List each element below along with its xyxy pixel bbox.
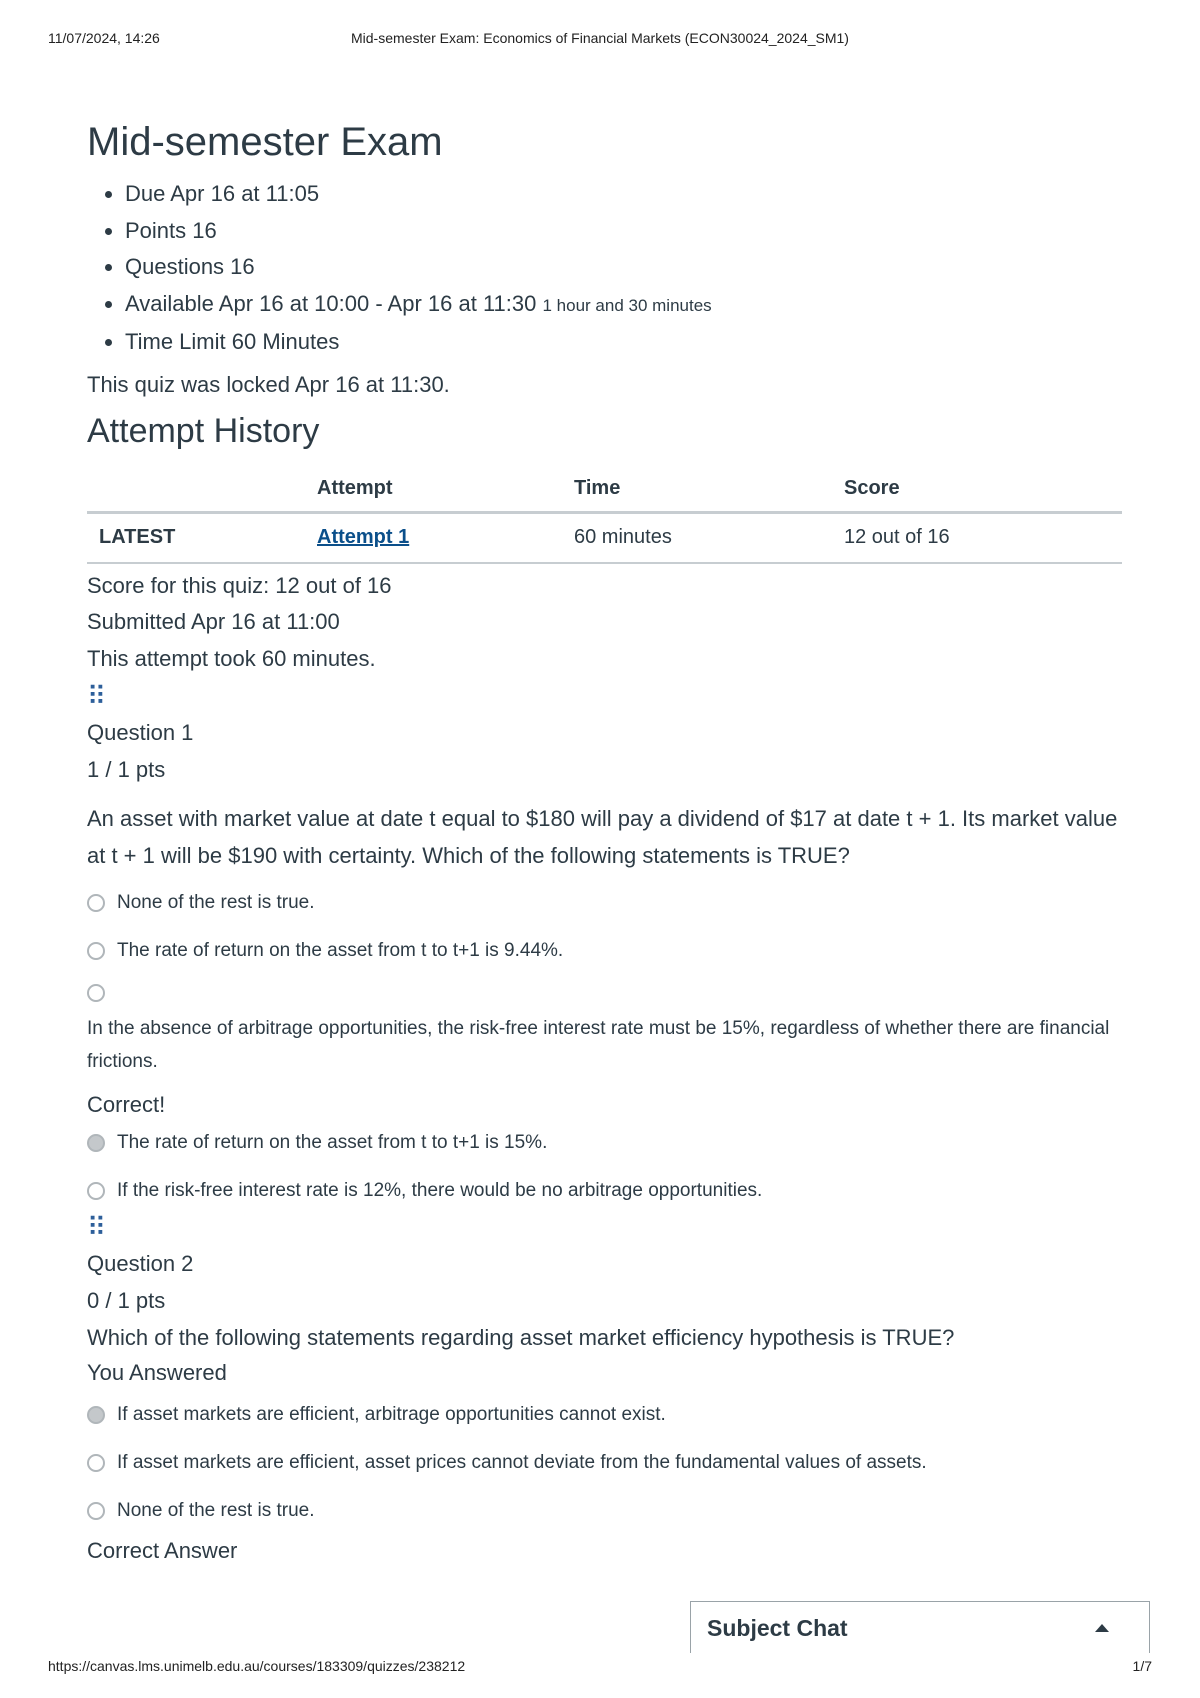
attempt-cell [317,512,574,563]
quiz-details [87,176,1122,361]
page-title: Mid-semester Exam [87,120,443,164]
drag-handle-icon[interactable]: ⠿ [87,1212,105,1242]
attempt-history-table [87,467,1122,564]
question-points: 0 / 1 pts [87,1287,166,1313]
column-header-score: Score [844,467,1122,513]
radio-icon[interactable] [87,942,105,960]
answer-label: The rate of return on the asset from t to t+1 is 15%. [117,1132,548,1153]
radio-icon[interactable] [87,984,105,1002]
question-text: Which of the following statements regarding asset market efficiency hypothesis is TRUE? [87,1325,955,1350]
correct-flag: Correct! [87,1092,166,1117]
quiz-score: Score for this quiz: 12 out of 16 [87,572,392,598]
answer-option [87,888,1122,918]
answer-option [87,984,1122,1078]
questions-count: • Questions 16 [125,249,1122,286]
answer-option [87,1176,1122,1206]
answer-option [87,1496,1122,1526]
question-1 [87,681,1122,1206]
answer-label: If asset markets are efficient, arbitrage opportunities cannot exist. [117,1404,666,1425]
print-header [48,30,1152,50]
answer-label: In the absence of arbitrage opportunities, the risk-free interest rate must be 15%, regardless of whether there are financial frictions. [87,1018,1110,1072]
quiz-content [87,118,1122,1574]
locked-message: This quiz was locked Apr 16 at 11:30. [87,371,450,397]
answer-label: If asset markets are efficient, asset prices cannot deviate from the fundamental values of assets. [117,1452,927,1473]
question-name: Question 1 [87,720,194,745]
question-points: 1 / 1 pts [87,756,166,782]
subject-chat-widget[interactable] [690,1601,1150,1653]
page-number: 1/7 [1132,1658,1152,1674]
radio-icon[interactable] [87,1182,105,1200]
answer-option [87,1448,1122,1478]
answer-label: If the risk-free interest rate is 12%, there would be no arbitrage opportunities. [117,1180,763,1201]
answer-option-selected [87,1128,1122,1158]
due-date: • Due Apr 16 at 11:05 [125,176,1122,213]
time-limit: • Time Limit 60 Minutes [125,324,1122,361]
print-url: https://canvas.lms.unimelb.edu.au/courses/183309/quizzes/238212 [48,1658,466,1674]
print-title: Mid-semester Exam: Economics of Financial Markets (ECON30024_2024_SM1) [351,30,849,46]
latest-tag: LATEST [87,512,317,563]
drag-handle-icon[interactable]: ⠿ [87,681,105,711]
points-total: • Points 16 [125,213,1122,250]
you-answered-flag: You Answered [87,1360,227,1385]
answer-option-selected [87,1400,1122,1430]
radio-selected-icon[interactable] [87,1406,105,1424]
submitted-time: Submitted Apr 16 at 11:00 [87,609,340,634]
question-text: An asset with market value at date t equal to $180 will pay a dividend of $17 at date t + 1. Its market value at t + 1 will be $190 with certainty. Which of the following statements is TRUE? [87,806,1118,868]
answer-label: None of the rest is true. [117,1500,315,1521]
column-header-time: Time [574,467,844,513]
subject-chat-title: Subject Chat [707,1615,848,1641]
question-name: Question 2 [87,1251,194,1276]
radio-icon[interactable] [87,1454,105,1472]
column-header-attempt: Attempt [317,467,574,513]
radio-icon[interactable] [87,894,105,912]
availability-range: Available Apr 16 at 10:00 - Apr 16 at 11:30 [125,290,537,316]
column-header-tag [87,467,317,513]
caret-up-icon[interactable] [1095,1624,1109,1632]
radio-icon[interactable] [87,1502,105,1520]
table-row [87,512,1122,563]
attempt-duration: This attempt took 60 minutes. [87,645,376,671]
answer-label: The rate of return on the asset from t to t+1 is 9.44%. [117,940,564,961]
availability [125,286,1122,325]
print-date: 11/07/2024, 14:26 [48,30,160,46]
answer-label: None of the rest is true. [117,892,315,913]
attempt-time: 60 minutes [574,512,844,563]
availability-duration: 1 hour and 30 minutes [542,295,712,315]
attempt-summary [87,568,1122,678]
correct-answer-flag: Correct Answer [87,1538,238,1563]
table-header-row [87,467,1122,513]
attempt-history-heading: Attempt History [87,411,320,450]
radio-selected-icon[interactable] [87,1134,105,1152]
attempt-1-link[interactable]: Attempt 1 [317,526,410,548]
answer-option [87,936,1122,966]
question-2 [87,1212,1122,1568]
attempt-score: 12 out of 16 [844,512,1122,563]
print-footer [48,1658,1152,1678]
